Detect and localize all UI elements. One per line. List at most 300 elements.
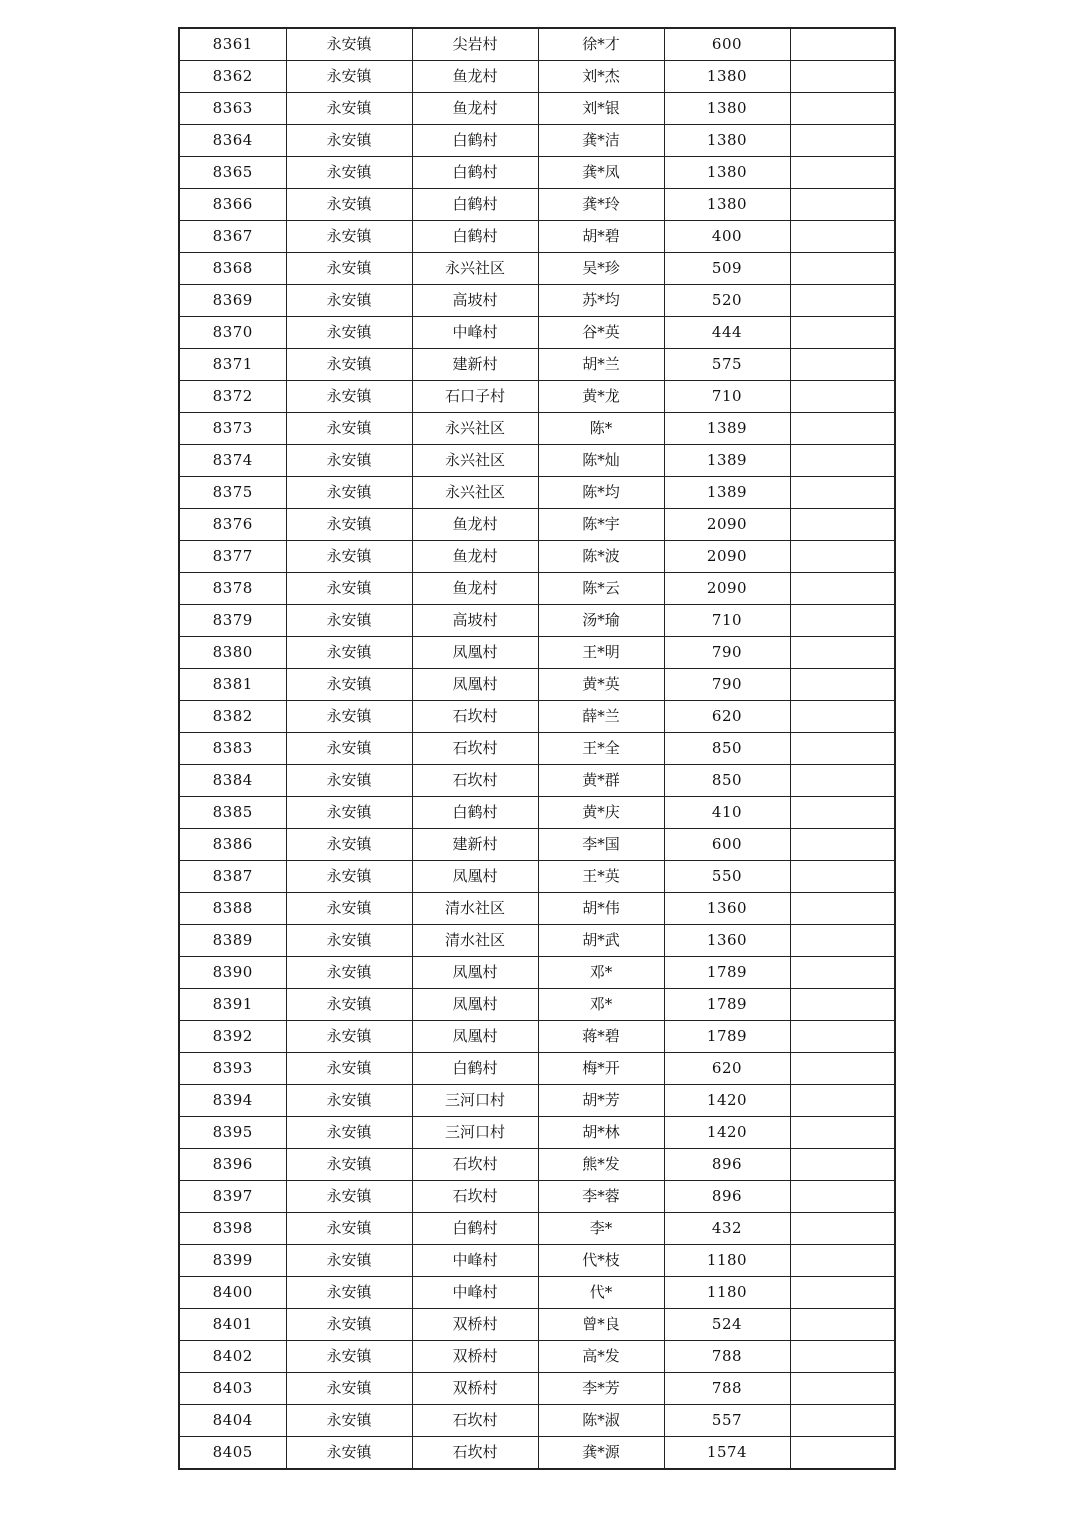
cell-note xyxy=(790,733,895,765)
cell-serial-number: 8373 xyxy=(179,413,286,445)
cell-person-name: 龚*源 xyxy=(538,1437,664,1470)
cell-town: 永安镇 xyxy=(286,1277,412,1309)
cell-amount: 1789 xyxy=(664,989,790,1021)
cell-amount: 1789 xyxy=(664,1021,790,1053)
cell-village: 凤凰村 xyxy=(412,637,538,669)
cell-serial-number: 8404 xyxy=(179,1405,286,1437)
cell-serial-number: 8375 xyxy=(179,477,286,509)
cell-town: 永安镇 xyxy=(286,861,412,893)
cell-village: 石坎村 xyxy=(412,765,538,797)
cell-serial-number: 8384 xyxy=(179,765,286,797)
cell-village: 永兴社区 xyxy=(412,413,538,445)
cell-serial-number: 8383 xyxy=(179,733,286,765)
table-row xyxy=(179,765,895,797)
cell-amount: 600 xyxy=(664,829,790,861)
cell-amount: 520 xyxy=(664,285,790,317)
cell-note xyxy=(790,797,895,829)
table-row xyxy=(179,189,895,221)
table-row xyxy=(179,861,895,893)
cell-person-name: 陈*灿 xyxy=(538,445,664,477)
table-row xyxy=(179,1213,895,1245)
cell-serial-number: 8387 xyxy=(179,861,286,893)
cell-note xyxy=(790,893,895,925)
cell-serial-number: 8401 xyxy=(179,1309,286,1341)
cell-note xyxy=(790,541,895,573)
cell-amount: 620 xyxy=(664,1053,790,1085)
table-row xyxy=(179,28,895,61)
cell-village: 白鹤村 xyxy=(412,157,538,189)
cell-town: 永安镇 xyxy=(286,637,412,669)
table-row xyxy=(179,1117,895,1149)
cell-village: 凤凰村 xyxy=(412,861,538,893)
cell-person-name: 曾*良 xyxy=(538,1309,664,1341)
cell-note xyxy=(790,285,895,317)
cell-town: 永安镇 xyxy=(286,957,412,989)
cell-village: 石口子村 xyxy=(412,381,538,413)
cell-serial-number: 8386 xyxy=(179,829,286,861)
cell-village: 高坡村 xyxy=(412,605,538,637)
cell-amount: 850 xyxy=(664,733,790,765)
table-row xyxy=(179,1437,895,1470)
cell-town: 永安镇 xyxy=(286,893,412,925)
cell-note xyxy=(790,1373,895,1405)
table-row xyxy=(179,957,895,989)
table-row xyxy=(179,893,895,925)
cell-serial-number: 8395 xyxy=(179,1117,286,1149)
cell-amount: 432 xyxy=(664,1213,790,1245)
cell-note xyxy=(790,1437,895,1470)
cell-amount: 1380 xyxy=(664,93,790,125)
cell-village: 鱼龙村 xyxy=(412,573,538,605)
cell-amount: 788 xyxy=(664,1373,790,1405)
cell-amount: 400 xyxy=(664,221,790,253)
cell-serial-number: 8379 xyxy=(179,605,286,637)
cell-person-name: 胡*芳 xyxy=(538,1085,664,1117)
cell-village: 鱼龙村 xyxy=(412,509,538,541)
cell-amount: 1389 xyxy=(664,445,790,477)
cell-note xyxy=(790,925,895,957)
cell-note xyxy=(790,93,895,125)
cell-town: 永安镇 xyxy=(286,1213,412,1245)
cell-village: 石坎村 xyxy=(412,701,538,733)
cell-person-name: 王*英 xyxy=(538,861,664,893)
cell-serial-number: 8361 xyxy=(179,28,286,61)
cell-note xyxy=(790,189,895,221)
table-row xyxy=(179,1277,895,1309)
table-row xyxy=(179,253,895,285)
cell-town: 永安镇 xyxy=(286,605,412,637)
cell-person-name: 胡*武 xyxy=(538,925,664,957)
cell-amount: 1180 xyxy=(664,1277,790,1309)
cell-village: 永兴社区 xyxy=(412,477,538,509)
cell-town: 永安镇 xyxy=(286,381,412,413)
cell-village: 双桥村 xyxy=(412,1341,538,1373)
cell-note xyxy=(790,1085,895,1117)
cell-amount: 509 xyxy=(664,253,790,285)
cell-town: 永安镇 xyxy=(286,701,412,733)
cell-amount: 524 xyxy=(664,1309,790,1341)
cell-person-name: 李*蓉 xyxy=(538,1181,664,1213)
cell-serial-number: 8394 xyxy=(179,1085,286,1117)
cell-serial-number: 8372 xyxy=(179,381,286,413)
cell-person-name: 代* xyxy=(538,1277,664,1309)
cell-town: 永安镇 xyxy=(286,61,412,93)
cell-amount: 2090 xyxy=(664,509,790,541)
cell-town: 永安镇 xyxy=(286,1405,412,1437)
cell-note xyxy=(790,829,895,861)
cell-town: 永安镇 xyxy=(286,125,412,157)
cell-town: 永安镇 xyxy=(286,1341,412,1373)
cell-note xyxy=(790,221,895,253)
table-row xyxy=(179,797,895,829)
cell-town: 永安镇 xyxy=(286,1117,412,1149)
cell-note xyxy=(790,765,895,797)
cell-note xyxy=(790,157,895,189)
cell-serial-number: 8388 xyxy=(179,893,286,925)
cell-note xyxy=(790,509,895,541)
cell-person-name: 邓* xyxy=(538,957,664,989)
cell-note xyxy=(790,957,895,989)
table-body xyxy=(179,28,895,1469)
table-row xyxy=(179,125,895,157)
cell-serial-number: 8378 xyxy=(179,573,286,605)
cell-note xyxy=(790,1213,895,1245)
cell-serial-number: 8400 xyxy=(179,1277,286,1309)
cell-serial-number: 8397 xyxy=(179,1181,286,1213)
cell-person-name: 陈*波 xyxy=(538,541,664,573)
table-row xyxy=(179,1341,895,1373)
cell-village: 鱼龙村 xyxy=(412,541,538,573)
cell-person-name: 熊*发 xyxy=(538,1149,664,1181)
cell-person-name: 龚*洁 xyxy=(538,125,664,157)
cell-town: 永安镇 xyxy=(286,253,412,285)
cell-town: 永安镇 xyxy=(286,1085,412,1117)
cell-village: 中峰村 xyxy=(412,1245,538,1277)
cell-village: 三河口村 xyxy=(412,1085,538,1117)
cell-amount: 575 xyxy=(664,349,790,381)
cell-note xyxy=(790,861,895,893)
cell-amount: 410 xyxy=(664,797,790,829)
table-row xyxy=(179,669,895,701)
cell-person-name: 龚*玲 xyxy=(538,189,664,221)
cell-amount: 1380 xyxy=(664,61,790,93)
cell-amount: 2090 xyxy=(664,541,790,573)
table-row xyxy=(179,637,895,669)
table-row xyxy=(179,1085,895,1117)
cell-serial-number: 8374 xyxy=(179,445,286,477)
cell-note xyxy=(790,637,895,669)
cell-person-name: 胡*碧 xyxy=(538,221,664,253)
table-row xyxy=(179,93,895,125)
cell-serial-number: 8366 xyxy=(179,189,286,221)
cell-person-name: 黄*庆 xyxy=(538,797,664,829)
cell-amount: 1420 xyxy=(664,1085,790,1117)
table-row xyxy=(179,1149,895,1181)
cell-amount: 710 xyxy=(664,381,790,413)
cell-note xyxy=(790,445,895,477)
table-row xyxy=(179,1245,895,1277)
table-row xyxy=(179,221,895,253)
cell-town: 永安镇 xyxy=(286,765,412,797)
cell-person-name: 王*明 xyxy=(538,637,664,669)
cell-village: 白鹤村 xyxy=(412,1053,538,1085)
cell-person-name: 高*发 xyxy=(538,1341,664,1373)
cell-person-name: 李* xyxy=(538,1213,664,1245)
table-row xyxy=(179,573,895,605)
table-row xyxy=(179,605,895,637)
table-row xyxy=(179,989,895,1021)
table-row xyxy=(179,445,895,477)
cell-amount: 557 xyxy=(664,1405,790,1437)
cell-serial-number: 8391 xyxy=(179,989,286,1021)
cell-town: 永安镇 xyxy=(286,413,412,445)
cell-town: 永安镇 xyxy=(286,28,412,61)
cell-town: 永安镇 xyxy=(286,1373,412,1405)
table-row xyxy=(179,1405,895,1437)
cell-town: 永安镇 xyxy=(286,445,412,477)
cell-amount: 620 xyxy=(664,701,790,733)
cell-town: 永安镇 xyxy=(286,733,412,765)
cell-amount: 444 xyxy=(664,317,790,349)
cell-town: 永安镇 xyxy=(286,1245,412,1277)
cell-person-name: 薛*兰 xyxy=(538,701,664,733)
table-row xyxy=(179,1053,895,1085)
cell-serial-number: 8385 xyxy=(179,797,286,829)
cell-amount: 1389 xyxy=(664,413,790,445)
cell-note xyxy=(790,1149,895,1181)
table-row xyxy=(179,829,895,861)
cell-note xyxy=(790,701,895,733)
cell-town: 永安镇 xyxy=(286,93,412,125)
cell-town: 永安镇 xyxy=(286,669,412,701)
cell-town: 永安镇 xyxy=(286,1021,412,1053)
cell-serial-number: 8392 xyxy=(179,1021,286,1053)
table-row xyxy=(179,61,895,93)
cell-serial-number: 8382 xyxy=(179,701,286,733)
cell-serial-number: 8396 xyxy=(179,1149,286,1181)
cell-town: 永安镇 xyxy=(286,349,412,381)
table-row xyxy=(179,925,895,957)
cell-village: 石坎村 xyxy=(412,1181,538,1213)
cell-serial-number: 8380 xyxy=(179,637,286,669)
cell-village: 凤凰村 xyxy=(412,1021,538,1053)
cell-note xyxy=(790,1117,895,1149)
cell-person-name: 李*芳 xyxy=(538,1373,664,1405)
table-row xyxy=(179,349,895,381)
cell-village: 石坎村 xyxy=(412,733,538,765)
cell-amount: 896 xyxy=(664,1181,790,1213)
cell-person-name: 胡*伟 xyxy=(538,893,664,925)
cell-note xyxy=(790,1405,895,1437)
cell-person-name: 陈*宇 xyxy=(538,509,664,541)
cell-town: 永安镇 xyxy=(286,1181,412,1213)
cell-note xyxy=(790,1245,895,1277)
cell-amount: 1180 xyxy=(664,1245,790,1277)
cell-town: 永安镇 xyxy=(286,541,412,573)
cell-person-name: 黄*龙 xyxy=(538,381,664,413)
cell-serial-number: 8362 xyxy=(179,61,286,93)
cell-village: 清水社区 xyxy=(412,925,538,957)
table-row xyxy=(179,701,895,733)
cell-serial-number: 8371 xyxy=(179,349,286,381)
cell-person-name: 黄*群 xyxy=(538,765,664,797)
cell-amount: 1360 xyxy=(664,925,790,957)
cell-serial-number: 8405 xyxy=(179,1437,286,1470)
cell-town: 永安镇 xyxy=(286,189,412,221)
cell-town: 永安镇 xyxy=(286,925,412,957)
cell-town: 永安镇 xyxy=(286,1149,412,1181)
cell-town: 永安镇 xyxy=(286,157,412,189)
cell-serial-number: 8402 xyxy=(179,1341,286,1373)
table-row xyxy=(179,317,895,349)
table-row xyxy=(179,285,895,317)
cell-serial-number: 8363 xyxy=(179,93,286,125)
cell-village: 双桥村 xyxy=(412,1309,538,1341)
table-row xyxy=(179,1181,895,1213)
cell-person-name: 邓* xyxy=(538,989,664,1021)
cell-village: 石坎村 xyxy=(412,1149,538,1181)
cell-serial-number: 8389 xyxy=(179,925,286,957)
table-row xyxy=(179,509,895,541)
table-row xyxy=(179,413,895,445)
cell-note xyxy=(790,1181,895,1213)
cell-village: 高坡村 xyxy=(412,285,538,317)
cell-person-name: 蒋*碧 xyxy=(538,1021,664,1053)
cell-village: 建新村 xyxy=(412,349,538,381)
cell-note xyxy=(790,1277,895,1309)
cell-serial-number: 8390 xyxy=(179,957,286,989)
cell-serial-number: 8369 xyxy=(179,285,286,317)
cell-person-name: 刘*杰 xyxy=(538,61,664,93)
cell-person-name: 陈*均 xyxy=(538,477,664,509)
cell-person-name: 苏*均 xyxy=(538,285,664,317)
cell-village: 永兴社区 xyxy=(412,253,538,285)
cell-town: 永安镇 xyxy=(286,797,412,829)
cell-serial-number: 8368 xyxy=(179,253,286,285)
cell-town: 永安镇 xyxy=(286,1437,412,1470)
cell-town: 永安镇 xyxy=(286,509,412,541)
cell-note xyxy=(790,605,895,637)
cell-person-name: 陈*淑 xyxy=(538,1405,664,1437)
cell-note xyxy=(790,413,895,445)
cell-amount: 850 xyxy=(664,765,790,797)
cell-serial-number: 8393 xyxy=(179,1053,286,1085)
cell-note xyxy=(790,669,895,701)
cell-town: 永安镇 xyxy=(286,573,412,605)
cell-serial-number: 8399 xyxy=(179,1245,286,1277)
cell-village: 尖岩村 xyxy=(412,28,538,61)
cell-village: 中峰村 xyxy=(412,317,538,349)
cell-person-name: 李*国 xyxy=(538,829,664,861)
cell-village: 凤凰村 xyxy=(412,669,538,701)
cell-village: 中峰村 xyxy=(412,1277,538,1309)
cell-village: 永兴社区 xyxy=(412,445,538,477)
table-row xyxy=(179,157,895,189)
cell-amount: 1789 xyxy=(664,957,790,989)
cell-serial-number: 8376 xyxy=(179,509,286,541)
cell-village: 凤凰村 xyxy=(412,957,538,989)
cell-town: 永安镇 xyxy=(286,477,412,509)
cell-amount: 790 xyxy=(664,637,790,669)
cell-person-name: 刘*银 xyxy=(538,93,664,125)
cell-village: 清水社区 xyxy=(412,893,538,925)
cell-person-name: 陈*云 xyxy=(538,573,664,605)
cell-town: 永安镇 xyxy=(286,317,412,349)
cell-amount: 1389 xyxy=(664,477,790,509)
cell-amount: 710 xyxy=(664,605,790,637)
cell-town: 永安镇 xyxy=(286,829,412,861)
cell-village: 凤凰村 xyxy=(412,989,538,1021)
cell-town: 永安镇 xyxy=(286,1309,412,1341)
cell-serial-number: 8365 xyxy=(179,157,286,189)
table-row xyxy=(179,1021,895,1053)
cell-amount: 1380 xyxy=(664,157,790,189)
cell-serial-number: 8403 xyxy=(179,1373,286,1405)
cell-note xyxy=(790,253,895,285)
table-row xyxy=(179,1309,895,1341)
cell-amount: 1420 xyxy=(664,1117,790,1149)
table-row xyxy=(179,733,895,765)
cell-person-name: 谷*英 xyxy=(538,317,664,349)
cell-town: 永安镇 xyxy=(286,221,412,253)
cell-note xyxy=(790,317,895,349)
cell-amount: 2090 xyxy=(664,573,790,605)
cell-amount: 790 xyxy=(664,669,790,701)
cell-town: 永安镇 xyxy=(286,1053,412,1085)
cell-note xyxy=(790,381,895,413)
cell-amount: 1380 xyxy=(664,125,790,157)
cell-person-name: 吴*珍 xyxy=(538,253,664,285)
cell-note xyxy=(790,28,895,61)
cell-village: 白鹤村 xyxy=(412,221,538,253)
cell-amount: 1574 xyxy=(664,1437,790,1470)
cell-village: 鱼龙村 xyxy=(412,61,538,93)
cell-person-name: 代*枝 xyxy=(538,1245,664,1277)
cell-village: 白鹤村 xyxy=(412,189,538,221)
cell-amount: 788 xyxy=(664,1341,790,1373)
cell-village: 白鹤村 xyxy=(412,797,538,829)
table-row xyxy=(179,381,895,413)
cell-amount: 1360 xyxy=(664,893,790,925)
cell-person-name: 黄*英 xyxy=(538,669,664,701)
cell-amount: 600 xyxy=(664,28,790,61)
cell-note xyxy=(790,573,895,605)
cell-amount: 1380 xyxy=(664,189,790,221)
cell-serial-number: 8398 xyxy=(179,1213,286,1245)
cell-note xyxy=(790,1053,895,1085)
cell-note xyxy=(790,477,895,509)
cell-amount: 896 xyxy=(664,1149,790,1181)
cell-person-name: 徐*才 xyxy=(538,28,664,61)
cell-note xyxy=(790,1341,895,1373)
cell-village: 石坎村 xyxy=(412,1437,538,1470)
table-row xyxy=(179,1373,895,1405)
cell-village: 白鹤村 xyxy=(412,1213,538,1245)
cell-person-name: 龚*凤 xyxy=(538,157,664,189)
cell-village: 石坎村 xyxy=(412,1405,538,1437)
cell-person-name: 梅*开 xyxy=(538,1053,664,1085)
cell-person-name: 胡*林 xyxy=(538,1117,664,1149)
cell-note xyxy=(790,1021,895,1053)
cell-serial-number: 8364 xyxy=(179,125,286,157)
cell-note xyxy=(790,349,895,381)
cell-person-name: 汤*瑜 xyxy=(538,605,664,637)
cell-town: 永安镇 xyxy=(286,989,412,1021)
cell-person-name: 王*全 xyxy=(538,733,664,765)
cell-town: 永安镇 xyxy=(286,285,412,317)
cell-village: 三河口村 xyxy=(412,1117,538,1149)
cell-person-name: 陈* xyxy=(538,413,664,445)
